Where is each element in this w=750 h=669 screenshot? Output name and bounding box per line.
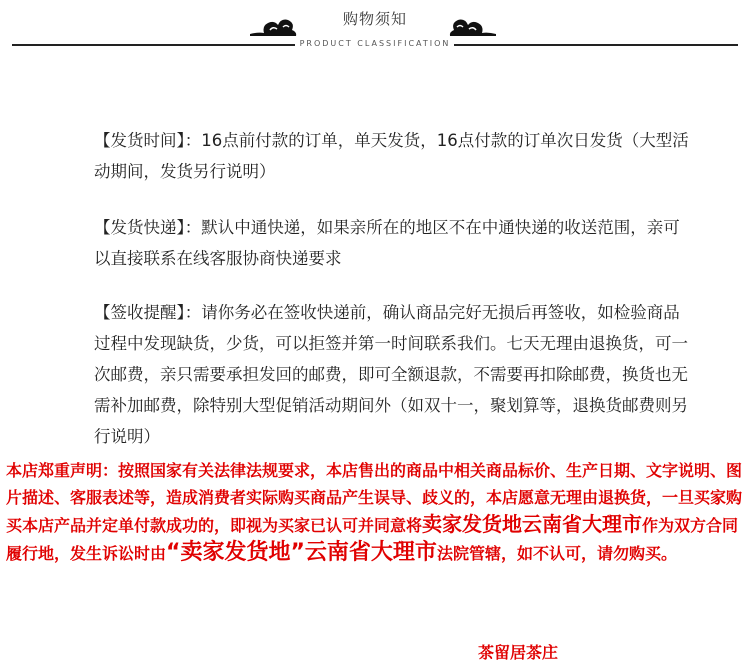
cloud-ornament-right-icon [448, 14, 498, 40]
statement-part-3: 法院管辖，如不认可，请勿购买。 [436, 544, 677, 563]
statement-highlight-2: “卖家发货地”云南省大理市 [166, 540, 437, 565]
page-subtitle: PRODUCT CLASSIFICATION [299, 39, 451, 48]
delivery-reminder-section: 【签收提醒】：请你务必在签收快递前，确认商品完好无损后再签收，如检验商品过程中发现缺货，少货，可以拒签并第一时间联系我们。七天无理由退换货，可一次邮费，亲只需要承担发回的邮费，即可全额退款，不需要再扣除邮费，换货也无需补加邮费，除特别大型促销活动期间外（如双十一，聚划算等，退换货邮费则另行说明） [94, 303, 688, 446]
header-divider-right [454, 44, 738, 46]
store-statement [6, 457, 744, 567]
shipping-time-section: 【发货时间】：16点前付款的订单，单天发货，16点付款的订单次日发货（大型活动期间，发货另行说明） [94, 131, 689, 181]
statement-highlight-1: 卖家发货地云南省大理市 [422, 512, 643, 536]
statement-part-1: 本店郑重声明：按照国家有关法律法规要求，本店售出的商品中相关商品标价、生产日期、文字说明、图片描述、客服表述等，造成消费者实际购买商品产生误导、歧义的，本店愿意无理由退换货，一旦买家购买本店产品并定单付款成功的，即视为买家已认可并同意将 [6, 461, 743, 535]
page-title: 购物须知 [342, 10, 407, 28]
shipping-courier-section: 【发货快递】：默认中通快递，如果亲所在的地区不在中通快递的收送范围，亲可以直接联系在线客服协商快递要求 [94, 218, 680, 268]
statement-part-2: 作为双方合同履行地，发生诉讼时由 [6, 516, 739, 563]
page-header [0, 0, 750, 60]
store-signature: 茶留居茶庄 [478, 643, 559, 662]
